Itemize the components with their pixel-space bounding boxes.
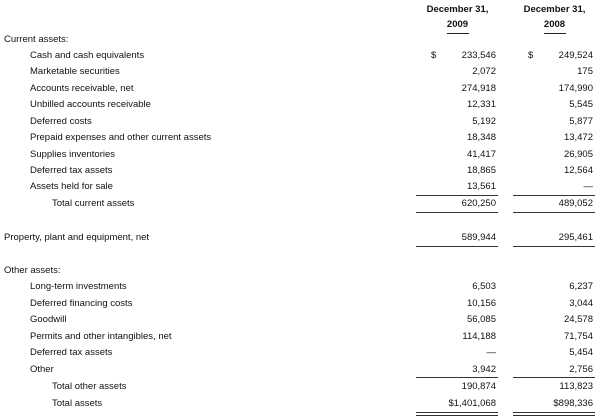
table-row [0,346,600,360]
double-rule-top-2008 [513,412,595,413]
row-label: Unbilled accounts receivable [30,99,151,110]
double-rule-bottom-2009 [416,415,498,416]
value-2009: 41,417 [466,149,496,160]
row-label: Permits and other intangibles, net [30,331,172,342]
subtotal-rule-2009 [416,377,498,378]
value-2009: 18,348 [466,132,496,143]
value-2009: 190,874 [461,381,496,392]
table-row [0,65,600,79]
section-heading-current-assets [0,33,600,47]
double-rule-top-2009 [416,412,498,413]
row-label: Deferred tax assets [30,165,113,176]
value-2009: 114,188 [462,331,496,342]
row-label: Deferred financing costs [30,298,133,309]
section-heading-label: Current assets: [4,34,69,45]
table-row [0,330,600,344]
table-row [0,98,600,112]
row-label: Cash and cash equivalents [30,50,145,61]
value-2008: $898,336 [553,398,593,409]
value-2008: — [583,181,593,192]
section-heading-other-assets [0,264,600,278]
value-2009: $1,401,068 [448,398,496,409]
value-2009: 6,503 [472,281,496,292]
section-heading-label: Other assets: [4,265,61,276]
table-row [0,131,600,145]
table-row [0,49,600,63]
value-2009: 620,250 [461,198,496,209]
value-2009: 12,331 [466,99,496,110]
value-2008: 71,754 [563,331,593,342]
row-label: Goodwill [30,314,67,325]
value-2008: 249,524 [558,50,593,61]
column-header-2009-year: 2009 [446,19,469,30]
value-2008: 174,990 [558,83,593,94]
table-row [0,363,600,377]
value-2008: 5,545 [569,99,593,110]
table-row [0,148,600,162]
value-2009: 10,156 [466,298,496,309]
value-2009: 13,561 [466,181,496,192]
value-2009: 589,944 [461,232,496,243]
dollar-sign-2008: $ [528,50,534,61]
table-row-ppe [0,231,600,245]
value-2009: — [486,347,496,358]
table-row [0,82,600,96]
total-rule-2009 [416,212,498,213]
row-label: Other [30,364,54,375]
column-header-2009-line1: December 31, [426,4,489,15]
row-label: Total assets [52,398,103,409]
ppe-rule-2008 [513,246,595,247]
subtotal-rule-2009 [416,195,498,196]
value-2009: 2,072 [472,66,496,77]
total-row-current-assets [0,197,600,211]
row-label: Total other assets [52,381,127,392]
value-2009: 18,865 [466,165,496,176]
value-2008: 2,756 [569,364,593,375]
dollar-sign-2009: $ [431,50,437,61]
value-2008: 5,454 [569,347,593,358]
total-row-total-assets [0,397,600,411]
subtotal-rule-2008 [513,377,595,378]
value-2008: 3,044 [569,298,593,309]
value-2008: 24,578 [563,314,593,325]
row-label: Prepaid expenses and other current assets [30,132,212,143]
value-2009: 274,918 [461,83,496,94]
column-header-2008-year: 2008 [543,19,566,30]
value-2009: 5,192 [472,116,496,127]
value-2009: 233,546 [461,50,496,61]
total-row-other-assets [0,380,600,394]
table-row [0,180,600,194]
ppe-rule-2009 [416,246,498,247]
row-label: Long-term investments [30,281,127,292]
table-row [0,115,600,129]
row-label: Property, plant and equipment, net [4,232,150,243]
row-label: Assets held for sale [30,181,113,192]
value-2008: 12,564 [563,165,593,176]
value-2008: 13,472 [563,132,593,143]
table-row [0,164,600,178]
value-2008: 295,461 [558,232,593,243]
table-row [0,313,600,327]
value-2009: 3,942 [472,364,496,375]
value-2008: 489,052 [558,198,593,209]
value-2008: 175 [577,66,593,77]
row-label: Total current assets [52,198,135,209]
value-2008: 5,877 [569,116,593,127]
row-label: Accounts receivable, net [30,83,134,94]
table-row [0,297,600,311]
value-2008: 113,823 [559,381,593,392]
row-label: Supplies inventories [30,149,116,160]
row-label: Deferred costs [30,116,92,127]
table-row [0,280,600,294]
column-header-2008-line1: December 31, [523,4,586,15]
row-label: Marketable securities [30,66,120,77]
value-2008: 26,905 [563,149,593,160]
row-label: Deferred tax assets [30,347,113,358]
value-2009: 56,085 [466,314,496,325]
double-rule-bottom-2008 [513,415,595,416]
total-rule-2008 [513,212,595,213]
value-2008: 6,237 [569,281,593,292]
subtotal-rule-2008 [513,195,595,196]
